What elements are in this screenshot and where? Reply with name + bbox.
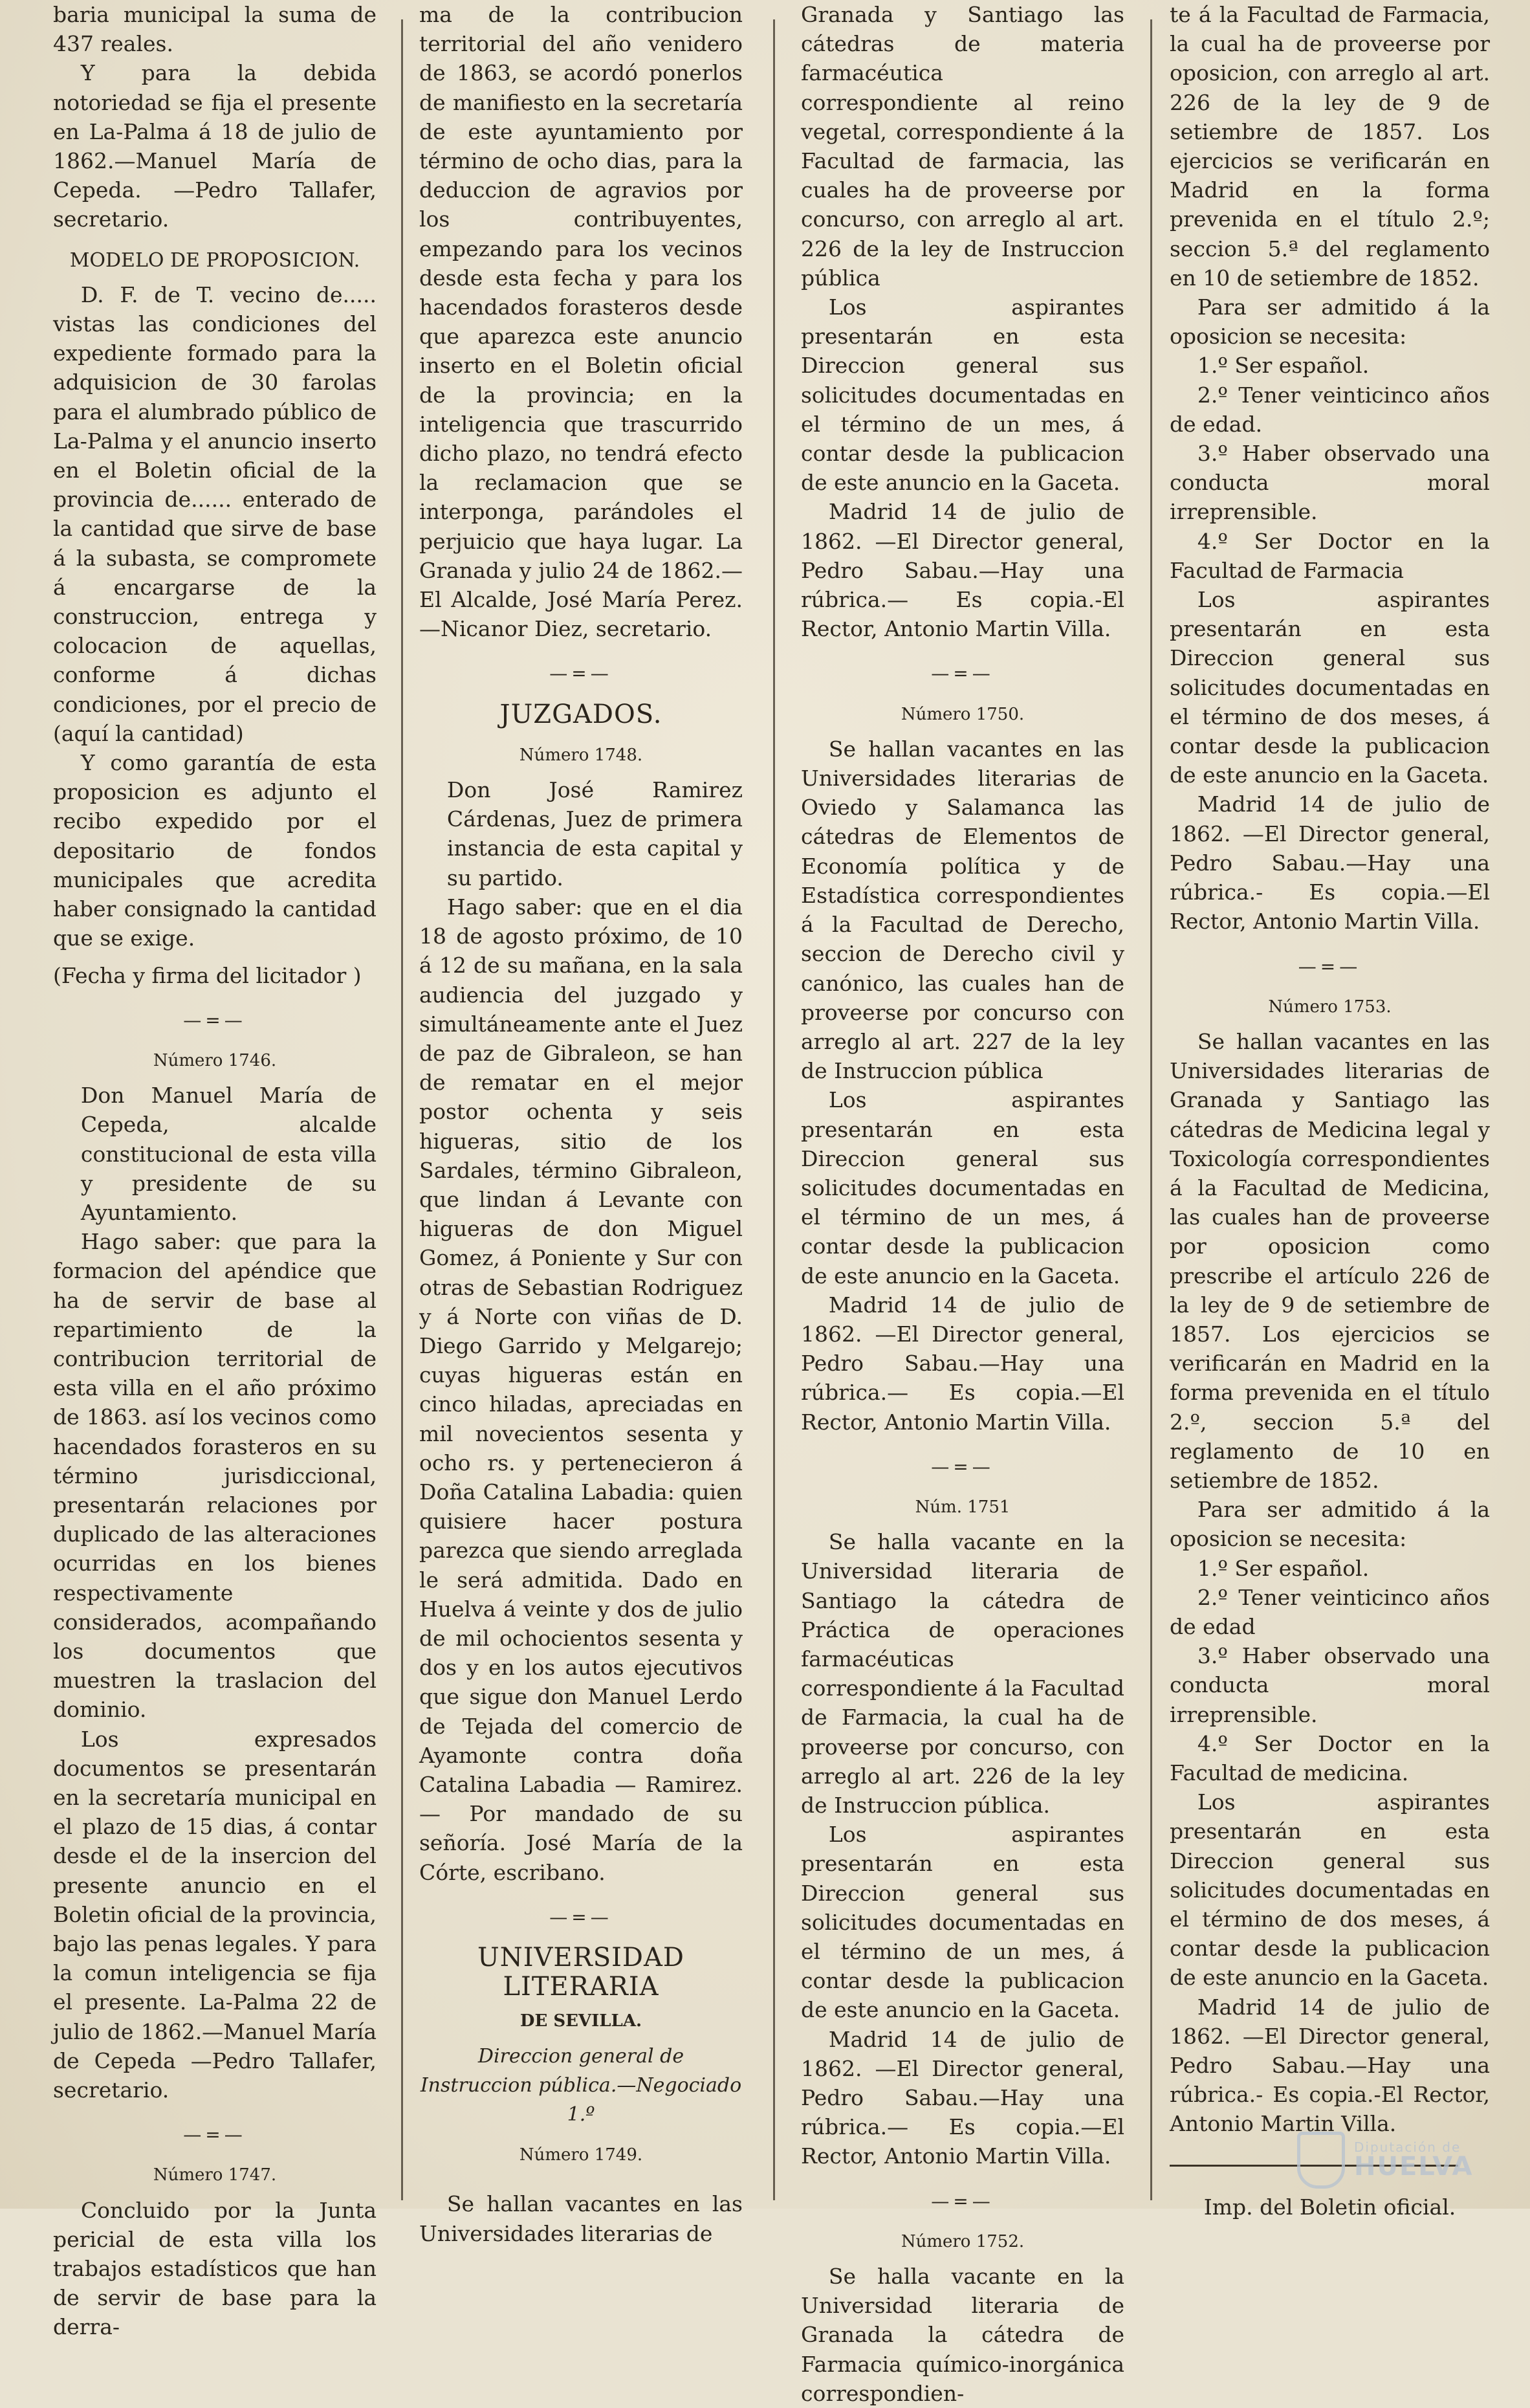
separator: —=— <box>183 2124 246 2146</box>
paragraph: Granada y Santiago las cátedras de materia farmacéutica correspondiente al reino vegetal, correspondiente á la Facultad de farmacia, las cuales ha de proveerse por concurso, con arreglo al art. 226 de la ley de Instruccion pública <box>801 2 1124 291</box>
paragraph: Y como garantía de esta proposicion es adjunto el recibo expedido por el depositario de fondos municipales que acredita haber consignado la cantidad que se exige. <box>53 750 377 951</box>
paragraph: Don José Ramirez Cárdenas, Juez de primera instancia de esta capital y su partido. <box>446 777 743 890</box>
separator: —=— <box>931 1455 994 1477</box>
paragraph: Madrid 14 de julio de 1862. —El Director general, Pedro Sabau.—Hay una rúbrica.- Es copia.—El Rector, Antonio Martin Villa. <box>1170 791 1490 934</box>
list-item: 4.º Ser Doctor en la Facultad de Farmacia <box>1170 528 1490 583</box>
paragraph: Hago saber: que para la formacion del apéndice que ha de servir de base al repartimiento de la contribucion territorial de esta villa en el año próximo de 1863. así los vecinos como hacendados forasteros en su término jurisdiccional, presentarán relaciones por duplicado de las alteraciones ocurridas en los bienes respectivamente considerados, acompañando los documentos que muestren la traslacion del dominio. <box>53 1229 377 1723</box>
paragraph: Se halla vacante en la Universidad literaria de Santiago la cátedra de Práctica de operaciones farmacéuticas correspondiente á la Facultad de Farmacia, la cual ha de proveerse por concurso, con arreglo al art. 226 de la ley de Instruccion pública. <box>801 1529 1124 1818</box>
list-item: 1.º Ser español. <box>1197 1555 1370 1581</box>
paragraph: te á la Facultad de Farmacia, la cual ha de proveerse por oposicion, con arreglo al art. 226 de la ley de 9 de setiembre de 1857. Los ejercicios se verificarán en Madrid en la forma prevenida en el título 2.º; seccion 5.ª del reglamento en 10 de setiembre de 1852. <box>1170 2 1490 291</box>
paragraph: D. F. de T. vecino de..... vistas las condiciones del expediente formado para la adquisicion de 30 farolas para el alumbrado público de La-Palma y el anuncio inserto en el Boletin oficial de la provincia de...... enterado de la cantidad que sirve de base á la subasta, se compromete á encargarse de la construccion, entrega y colocacion de aquellas, conforme á dichas condiciones, por el precio de (aquí la cantidad) <box>53 282 377 746</box>
notice-number: Número 1747. <box>153 2165 277 2185</box>
paragraph: Madrid 14 de julio de 1862. —El Director general, Pedro Sabau.—Hay una rúbrica.— Es copia.-El Rector, Antonio Martin Villa. <box>801 499 1124 642</box>
notice-number: Número 1746. <box>153 1050 277 1070</box>
paragraph: Se hallan vacantes en las Universidades literarias de Granada y Santiago las cátedras de Medicina legal y Toxicología correspondientes á la Facultad de Medicina, las cuales han de proveerse por oposicion como prescribe el artículo 226 de la ley de 9 de setiembre de 1857. Los ejercicios se verificarán en Madrid en la forma prevenida en el título 2.º, seccion 5.ª del reglamento de 10 en setiembre de 1852. <box>1170 1028 1490 1493</box>
paragraph: Concluido por la Junta pericial de esta villa los trabajos estadísticos que han de servir de base para la derra- <box>53 2197 377 2340</box>
section-heading: UNIVERSIDAD LITERARIA <box>477 1943 684 2002</box>
paragraph: Don Manuel María de Cepeda, alcalde constitucional de esta villa y presidente de su Ayuntamiento. <box>80 1083 377 1225</box>
watermark-logo <box>1297 2131 1504 2189</box>
paragraph: Los aspirantes presentarán en esta Direccion general sus solicitudes documentadas en el término de un mes, á contar desde la publicacion de este anuncio en la Gaceta. <box>801 1822 1124 2023</box>
list-item: 2.º Tener veinticinco años de edad. <box>1170 382 1490 437</box>
column-divider <box>401 19 403 2200</box>
list-item: 4.º Ser Doctor en la Facultad de medicina. <box>1170 1730 1490 1785</box>
column-3 <box>801 0 1124 2406</box>
paragraph: Los aspirantes presentarán en esta Direccion general sus solicitudes documentadas en el término de un mes, á contar desde la publicacion de este anuncio en la Gaceta. <box>801 294 1124 496</box>
column-divider <box>1150 19 1152 2200</box>
watermark-line-2: HUELVA <box>1354 2152 1474 2182</box>
paragraph: Los aspirantes presentarán en esta Direccion general sus solicitudes documentadas en el término de un mes, á contar desde la publicacion de este anuncio en la Gaceta. <box>801 1087 1124 1288</box>
paragraph: Madrid 14 de julio de 1862. —El Director general, Pedro Sabau.—Hay una rúbrica.— Es copia.—El Rector, Antonio Martin Villa. <box>801 2026 1124 2169</box>
section-heading: JUZGADOS. <box>499 699 662 729</box>
paragraph: Los aspirantes presentarán en esta Direccion general sus solicitudes documentadas en el término de dos meses, á contar desde la publicacion de este anuncio en la Gaceta. <box>1170 1789 1490 1991</box>
paragraph: Madrid 14 de julio de 1862. —El Director general, Pedro Sabau.—Hay una rúbrica.— Es copia.—El Rector, Antonio Martin Villa. <box>801 1292 1124 1435</box>
separator: —=— <box>1298 955 1362 977</box>
watermark-line-1: Diputación de <box>1354 2139 1461 2155</box>
list-item: 1.º Ser español. <box>1197 353 1370 379</box>
separator: —=— <box>183 1009 246 1031</box>
paragraph: Los aspirantes presentarán en esta Direccion general sus solicitudes documentadas en el término de dos meses, á contar desde la publicacion de este anuncio en la Gaceta. <box>1170 587 1490 788</box>
paragraph: Y para la debida notoriedad se fija el presente en La-Palma á 18 de julio de 1862.—Manuel María de Cepeda. —Pedro Tallafer, secretario. <box>53 60 377 232</box>
separator: —=— <box>549 1906 613 1928</box>
notice-number: Número 1752. <box>901 2231 1025 2251</box>
paragraph: Se hallan vacantes en las Universidades literarias de Oviedo y Salamanca las cátedras de Elementos de Economía política y de Estadística correspondientes á la Facultad de Derecho, seccion de Derecho civil y canónico, las cuales han de proveerse por concurso con arreglo al art. 227 de la ley de Instruccion pública <box>801 736 1124 1084</box>
notice-number: Número 1748. <box>519 745 643 765</box>
list-item: 3.º Haber observado una conducta moral irreprensible. <box>1170 1643 1490 1727</box>
paragraph: Para ser admitido á la oposicion se necesita: <box>1170 294 1490 349</box>
column-4 <box>1170 0 1490 2220</box>
direccion-line: Direccion general de Instruccion pública.—Negociado 1.º <box>420 2044 742 2126</box>
notice-number: Número 1749. <box>519 2145 643 2165</box>
paragraph: Hago saber: que en el dia 18 de agosto próximo, de 10 á 12 de su mañana, en la sala audiencia del juzgado y simultáneamente ante el Juez de paz de Gibraleon, se han de rematar en el mejor postor ochenta y seis higueras, sitio de los Sardales, término Gibraleon, que lindan á Levante con higueras de don Miguel Gomez, á Poniente y Sur con otras de Sebastian Rodriguez y á Norte con viñas de D. Diego Garrido y Melgarejo; cuyas higueras están en cinco hiladas, apreciadas en mil novecientos sesenta y ocho rs. y pertenecieron á Doña Catalina Labadia: quien quisiere hacer postura parezca que siendo arreglada le será admitida. Dado en Huelva á veinte y dos de julio de mil ochocientos sesenta y dos y en los autos ejecutivos que sigue don Manuel Lerdo de Tejada del comercio de Ayamonte contra doña Catalina Labadia — Ramirez.— Por mandado de su señoría. José María de la Córte, escribano. <box>419 894 743 1885</box>
notice-number: Número 1750. <box>901 704 1025 724</box>
shield-icon <box>1297 2132 1345 2189</box>
paragraph: (Fecha y firma del licitador ) <box>53 962 362 988</box>
section-subheading: DE SEVILLA. <box>519 2011 642 2031</box>
column-divider <box>773 19 775 2200</box>
section-heading: MODELO DE PROPOSICION. <box>69 249 360 272</box>
separator: —=— <box>931 663 994 685</box>
paragraph: ma de la contribucion territorial del año venidero de 1863, se acordó ponerlos de manifiesto en la secretaría de este ayuntamiento por término de ocho dias, para la deduccion de agravios por los contribuyentes, empezando para los vecinos desde esta fecha y para los hacendados forasteros desde que aparezca este anuncio inserto en el Boletin oficial de la provincia; en la inteligencia que trascurrido dicho plazo, no tendrá efecto la reclamacion que se interponga, parándoles el perjuicio que haya lugar. La Granada y julio 24 de 1862.—El Alcalde, José María Perez.—Nicanor Diez, secretario. <box>419 2 743 642</box>
paragraph: Los expresados documentos se presentarán en la secretaría municipal en el plazo de 15 dias, á contar desde el de la insercion del presente anuncio en el Boletin oficial de la provincia, bajo las penas legales. Y para la comun inteligencia se fija el presente. La-Palma 22 de julio de 1862.—Manuel María de Cepeda —Pedro Tallafer, secretario. <box>53 1726 377 2103</box>
paragraph: baria municipal la suma de 437 reales. <box>53 2 377 57</box>
column-2 <box>419 0 743 2246</box>
separator: —=— <box>931 2190 994 2212</box>
notice-number: Número 1753. <box>1268 997 1392 1017</box>
separator: —=— <box>549 663 613 685</box>
paragraph: Se hallan vacantes en las Universidades literarias de <box>419 2191 743 2246</box>
list-item: 2.º Tener veinticinco años de edad <box>1170 1584 1490 1639</box>
printer-imprint: Imp. del Boletin oficial. <box>1203 2194 1456 2220</box>
column-1 <box>53 0 377 2340</box>
paragraph: Para ser admitido á la oposicion se necesita: <box>1170 1497 1490 1552</box>
paragraph: Madrid 14 de julio de 1862. —El Director general, Pedro Sabau.—Hay una rúbrica.- Es copia.-El Rector, Antonio Martin Villa. <box>1170 1994 1490 2137</box>
list-item: 3.º Haber observado una conducta moral irreprensible. <box>1170 441 1490 525</box>
notice-number: Núm. 1751 <box>915 1497 1011 1517</box>
paragraph: Se halla vacante en la Universidad literaria de Granada la cátedra de Farmacia químico-inorgánica correspondien- <box>801 2264 1124 2406</box>
